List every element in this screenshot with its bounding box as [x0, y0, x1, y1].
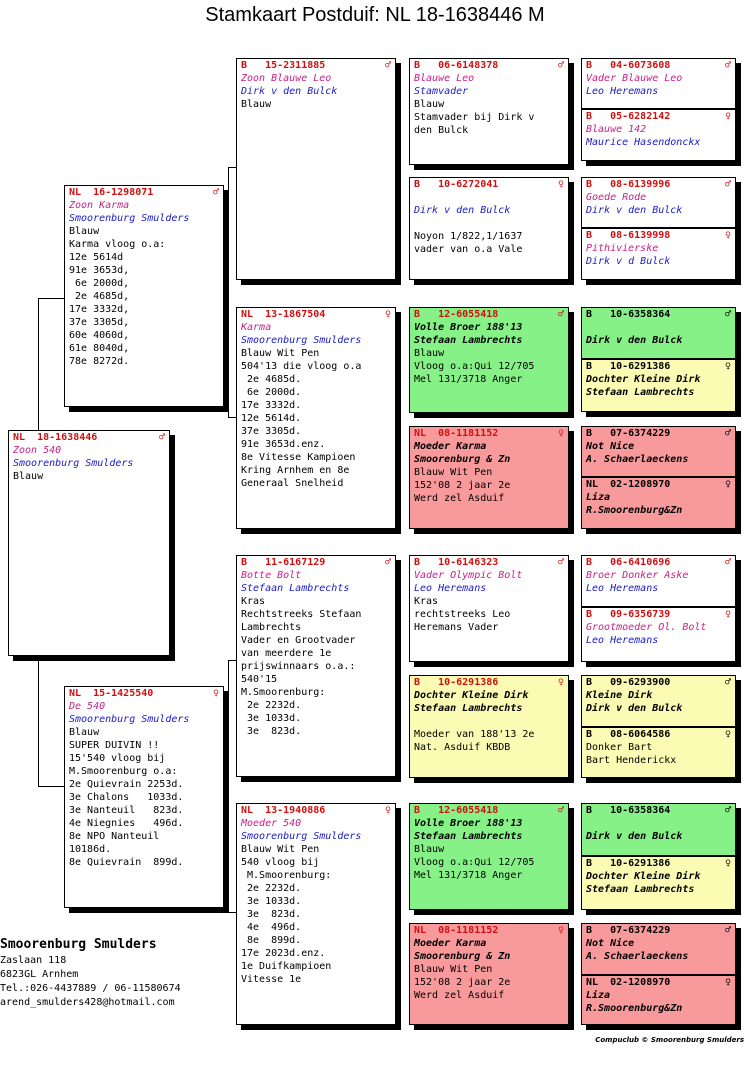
sex-icon: ♀ [557, 925, 564, 936]
sex-icon: ♀ [557, 179, 564, 190]
ring-number: B 10-6358364 [586, 309, 671, 320]
sex-icon: ♂ [724, 309, 731, 320]
sex-icon: ♂ [724, 677, 731, 688]
pigeon-notes: Blauw Wit Pen 540 vloog bij M.Smoorenburg: 2e 2232d. 3e 1033d. 3e 823d. 4e 496d. 8e 899d. 17e 2023d.enz. 1e Duifkampioen Vitesse 1e [241, 844, 332, 985]
ring-number: B 10-6272041 [414, 179, 499, 190]
pigeon-owner: Dirk v den Bulck [586, 335, 683, 346]
pigeon-owner: Dirk v d Bulck [586, 256, 671, 267]
pigeon-name: Zoon Blauwe Leo [241, 73, 332, 84]
owner-city: 6823GL Arnhem [0, 969, 79, 980]
ring-number: NL 02-1208970 [586, 977, 671, 988]
pedigree-card-g14[interactable] [581, 856, 736, 910]
connector-line [228, 660, 236, 661]
ring-number: B 10-6291386 [586, 361, 671, 372]
pedigree-card-mf[interactable] [236, 555, 396, 777]
sex-icon: ♀ [724, 729, 731, 740]
pigeon-notes: Blauw [241, 99, 272, 110]
pedigree-card-mm[interactable] [236, 803, 396, 1025]
pedigree-card-g5[interactable] [581, 307, 736, 359]
pedigree-card-mff[interactable] [409, 555, 569, 662]
pedigree-card-father[interactable] [64, 185, 224, 407]
pigeon-owner: Stefaan Lambrechts [414, 335, 523, 346]
pigeon-name: Moeder Karma [414, 938, 487, 949]
pigeon-owner: Dirk v den Bulck [586, 205, 683, 216]
sex-icon: ♂ [557, 60, 564, 71]
pigeon-name: Dochter Kleine Dirk [414, 690, 529, 701]
pedigree-card-g11[interactable] [581, 675, 736, 727]
pigeon-name: Dochter Kleine Dirk [586, 374, 701, 385]
ring-number: B 15-2311885 [241, 60, 326, 71]
pigeon-name: Pithivierske [586, 243, 659, 254]
sex-icon: ♀ [724, 479, 731, 490]
ring-number: NL 13-1867504 [241, 309, 326, 320]
pigeon-name: Zoon 540 [13, 445, 62, 456]
pigeon-notes: Moeder van 188'13 2e Nat. Asduif KBDB [414, 729, 535, 753]
pedigree-card-g8[interactable] [581, 477, 736, 529]
ring-number: NL 18-1638446 [13, 432, 98, 443]
ring-number: B 09-6293900 [586, 677, 671, 688]
pedigree-card-subject[interactable] [8, 430, 170, 656]
connector-line [38, 298, 64, 299]
pigeon-owner: A. Schaerlaeckens [586, 951, 689, 962]
pedigree-card-g16[interactable] [581, 975, 736, 1025]
sex-icon: ♂ [557, 309, 564, 320]
pigeon-owner: Maurice Hasendonckx [586, 137, 701, 148]
ring-number: NL 16-1298071 [69, 187, 154, 198]
connector-line [228, 417, 236, 418]
ring-number: B 11-6167129 [241, 557, 326, 568]
owner-street: Zaslaan 118 [0, 955, 67, 966]
sex-icon: ♂ [557, 557, 564, 568]
pedigree-card-g2[interactable] [581, 109, 736, 161]
pedigree-card-g12[interactable] [581, 727, 736, 778]
pigeon-notes: Blauw [13, 471, 44, 482]
pigeon-name: Volle Broer 188'13 [414, 322, 523, 333]
pigeon-notes: Blauw Vloog o.a:Qui 12/705 Mel 131/3718 Anger [414, 348, 535, 385]
pigeon-owner: Dirk v den Bulck [414, 205, 511, 216]
sex-icon: ♂ [724, 557, 731, 568]
pedigree-card-g4[interactable] [581, 228, 736, 280]
pedigree-card-ffm[interactable] [409, 177, 569, 280]
pigeon-owner: Stefaan Lambrechts [241, 583, 350, 594]
pigeon-name: Goede Rode [586, 192, 647, 203]
pigeon-notes: Blauw Stamvader bij Dirk v den Bulck [414, 99, 535, 136]
pigeon-name: Moeder 540 [241, 818, 302, 829]
owner-phone: Tel.:026-4437889 / 06-11580674 [0, 983, 181, 994]
sex-icon: ♀ [557, 677, 564, 688]
connector-line [228, 167, 229, 417]
pigeon-name: Blauwe Leo [414, 73, 475, 84]
pigeon-name: Broer Donker Aske [586, 570, 689, 581]
pigeon-name: Vader Blauwe Leo [586, 73, 683, 84]
sex-icon: ♀ [557, 428, 564, 439]
ring-number: B 10-6291386 [586, 858, 671, 869]
pigeon-owner: Leo Heremans [586, 635, 659, 646]
pigeon-owner: Leo Heremans [586, 583, 659, 594]
page-title: Stamkaart Postduif: NL 18-1638446 M [205, 4, 545, 26]
pigeon-name: Grootmoeder Ol. Bolt [586, 622, 707, 633]
pigeon-owner: Bart Henderickx [586, 755, 677, 766]
pigeon-name: Donker Bart [586, 742, 653, 753]
pigeon-owner: Dirk v den Bulck [241, 86, 338, 97]
sex-icon: ♀ [724, 858, 731, 869]
ring-number: NL 02-1208970 [586, 479, 671, 490]
ring-number: B 08-6139996 [586, 179, 671, 190]
ring-number: B 10-6358364 [586, 805, 671, 816]
sex-icon: ♂ [724, 805, 731, 816]
sex-icon: ♀ [724, 230, 731, 241]
ring-number: B 10-6146323 [414, 557, 499, 568]
pedigree-card-g10[interactable] [581, 607, 736, 662]
footer-credit: Compuclub © Smoorenburg Smulders [595, 1036, 744, 1044]
sex-icon: ♀ [384, 805, 391, 816]
pedigree-card-g15[interactable] [581, 923, 736, 975]
pigeon-owner: Stefaan Lambrechts [586, 884, 695, 895]
pedigree-card-ff[interactable] [236, 58, 396, 280]
pigeon-notes: Blauw Karma vloog o.a: 12e 5614d 91e 3653d, 6e 2000d, 2e 4685d, 17e 3332d, 37e 3305d, 60e 4060d, 61e 8040d, 78e 8272d. [69, 226, 166, 367]
pigeon-name: Volle Broer 188'13 [414, 818, 523, 829]
connector-line [228, 660, 229, 912]
pigeon-name: Dochter Kleine Dirk [586, 871, 701, 882]
ring-number: NL 08-1181152 [414, 428, 499, 439]
pedigree-card-fmf[interactable] [409, 307, 569, 413]
pigeon-owner: A. Schaerlaeckens [586, 454, 689, 465]
sex-icon: ♂ [724, 179, 731, 190]
pigeon-notes: Noyon 1/822,1/1637 vader van o.a Vale [414, 231, 523, 255]
sex-icon: ♂ [384, 60, 391, 71]
pigeon-owner: R.Smoorenburg&Zn [586, 1003, 683, 1014]
pigeon-owner: Smoorenburg Smulders [69, 714, 190, 725]
owner-email: arend_smulders428@hotmail.com [0, 997, 175, 1008]
pigeon-notes: Blauw SUPER DUIVIN !! 15'540 vloog bij M.Smoorenburg o.a: 2e Quievrain 2253d. 3e Chalons 1033d. 3e Nanteuil 823d. 4e Niegnies 496d. 8e NPO Nanteuil 10186d. 8e Quievrain 899d. [69, 727, 184, 868]
sex-icon: ♂ [724, 428, 731, 439]
pigeon-name: Vader Olympic Bolt [414, 570, 523, 581]
sex-icon: ♂ [724, 60, 731, 71]
ring-number: B 12-6055418 [414, 309, 499, 320]
sex-icon: ♀ [724, 609, 731, 620]
pigeon-owner: Leo Heremans [586, 86, 659, 97]
ring-number: B 08-6139998 [586, 230, 671, 241]
pedigree-card-fmm[interactable] [409, 426, 569, 529]
sex-icon: ♀ [724, 977, 731, 988]
pigeon-owner: Smoorenburg & Zn [414, 951, 511, 962]
sex-icon: ♀ [724, 361, 731, 372]
sex-icon: ♂ [158, 432, 165, 443]
pedigree-card-g9[interactable] [581, 555, 736, 607]
connector-line [38, 656, 39, 786]
pigeon-name: Liza [586, 492, 611, 503]
pigeon-owner: Stefaan Lambrechts [414, 703, 523, 714]
sex-icon: ♀ [724, 111, 731, 122]
pigeon-owner: Smoorenburg & Zn [414, 454, 511, 465]
sex-icon: ♂ [384, 557, 391, 568]
ring-number: NL 08-1181152 [414, 925, 499, 936]
pigeon-notes: Kras Rechtstreeks Stefaan Lambrechts Vader en Grootvader van meerdere 1e prijswinnaars o.a.: 540'15 M.Smoorenburg: 2e 2232d. 3e 1033d. 3e 823d. [241, 596, 362, 737]
pigeon-owner: Stefaan Lambrechts [414, 831, 523, 842]
ring-number: B 08-6064586 [586, 729, 671, 740]
pigeon-owner: Smoorenburg Smulders [241, 831, 362, 842]
pigeon-owner: Smoorenburg Smulders [69, 213, 190, 224]
pedigree-card-fm[interactable] [236, 307, 396, 529]
ring-number: B 05-6282142 [586, 111, 671, 122]
connector-line [38, 298, 39, 430]
ring-number: NL 13-1940886 [241, 805, 326, 816]
ring-number: B 06-6148378 [414, 60, 499, 71]
ring-number: B 04-6073608 [586, 60, 671, 71]
pigeon-name: De 540 [69, 701, 106, 712]
pigeon-owner: Dirk v den Bulck [586, 703, 683, 714]
pedigree-card-g3[interactable] [581, 177, 736, 228]
pedigree-card-mmm[interactable] [409, 923, 569, 1025]
pigeon-name: Karma [241, 322, 272, 333]
sex-icon: ♂ [557, 805, 564, 816]
pedigree-card-mother[interactable] [64, 686, 224, 908]
pigeon-owner: Stefaan Lambrechts [586, 387, 695, 398]
pigeon-owner: Smoorenburg Smulders [241, 335, 362, 346]
pedigree-card-g1[interactable] [581, 58, 736, 109]
ring-number: B 10-6291386 [414, 677, 499, 688]
pigeon-owner: Smoorenburg Smulders [13, 458, 134, 469]
pedigree-card-g7[interactable] [581, 426, 736, 477]
pedigree-card-fff[interactable] [409, 58, 569, 165]
pigeon-name: Liza [586, 990, 611, 1001]
pigeon-name: Not Nice [586, 441, 635, 452]
pigeon-notes: Blauw Vloog o.a:Qui 12/705 Mel 131/3718 Anger [414, 844, 535, 881]
pigeon-name: Botte Bolt [241, 570, 302, 581]
connector-line [228, 167, 236, 168]
pigeon-notes: Kras rechtstreeks Leo Heremans Vader [414, 596, 511, 633]
pigeon-owner: R.Smoorenburg&Zn [586, 505, 683, 516]
sex-icon: ♀ [212, 688, 219, 699]
ring-number: NL 15-1425540 [69, 688, 154, 699]
pedigree-card-g13[interactable] [581, 803, 736, 856]
pigeon-name: Moeder Karma [414, 441, 487, 452]
ring-number: B 06-6410696 [586, 557, 671, 568]
pedigree-card-mfm[interactable] [409, 675, 569, 778]
owner-address [0, 936, 230, 1010]
pigeon-notes: Blauw Wit Pen 152'08 2 jaar 2e Werd zel Asduif [414, 964, 511, 1001]
ring-number: B 07-6374229 [586, 925, 671, 936]
pigeon-name: Not Nice [586, 938, 635, 949]
connector-line [38, 786, 64, 787]
sex-icon: ♂ [724, 925, 731, 936]
pedigree-card-g6[interactable] [581, 359, 736, 412]
ring-number: B 12-6055418 [414, 805, 499, 816]
ring-number: B 07-6374229 [586, 428, 671, 439]
pigeon-name: Blauwe 142 [586, 124, 647, 135]
pigeon-name: Zoon Karma [69, 200, 130, 211]
ring-number: B 09-6356739 [586, 609, 671, 620]
pigeon-notes: Blauw Wit Pen 504'13 die vloog o.a 2e 4685d. 6e 2000d. 17e 3332d. 12e 5614d. 37e 3305d. 91e 3653d.enz. 8e Vitesse Kampioen Kring Arnhem en 8e Generaal Snelheid [241, 348, 362, 489]
sex-icon: ♀ [384, 309, 391, 320]
pigeon-owner: Leo Heremans [414, 583, 487, 594]
pigeon-owner: Dirk v den Bulck [586, 831, 683, 842]
connector-line [228, 912, 236, 913]
pigeon-owner: Stamvader [414, 86, 469, 97]
owner-name: Smoorenburg Smulders [0, 937, 157, 952]
pigeon-notes: Blauw Wit Pen 152'08 2 jaar 2e Werd zel Asduif [414, 467, 511, 504]
pedigree-card-mmf[interactable] [409, 803, 569, 910]
pigeon-name: Kleine Dirk [586, 690, 653, 701]
sex-icon: ♂ [212, 187, 219, 198]
